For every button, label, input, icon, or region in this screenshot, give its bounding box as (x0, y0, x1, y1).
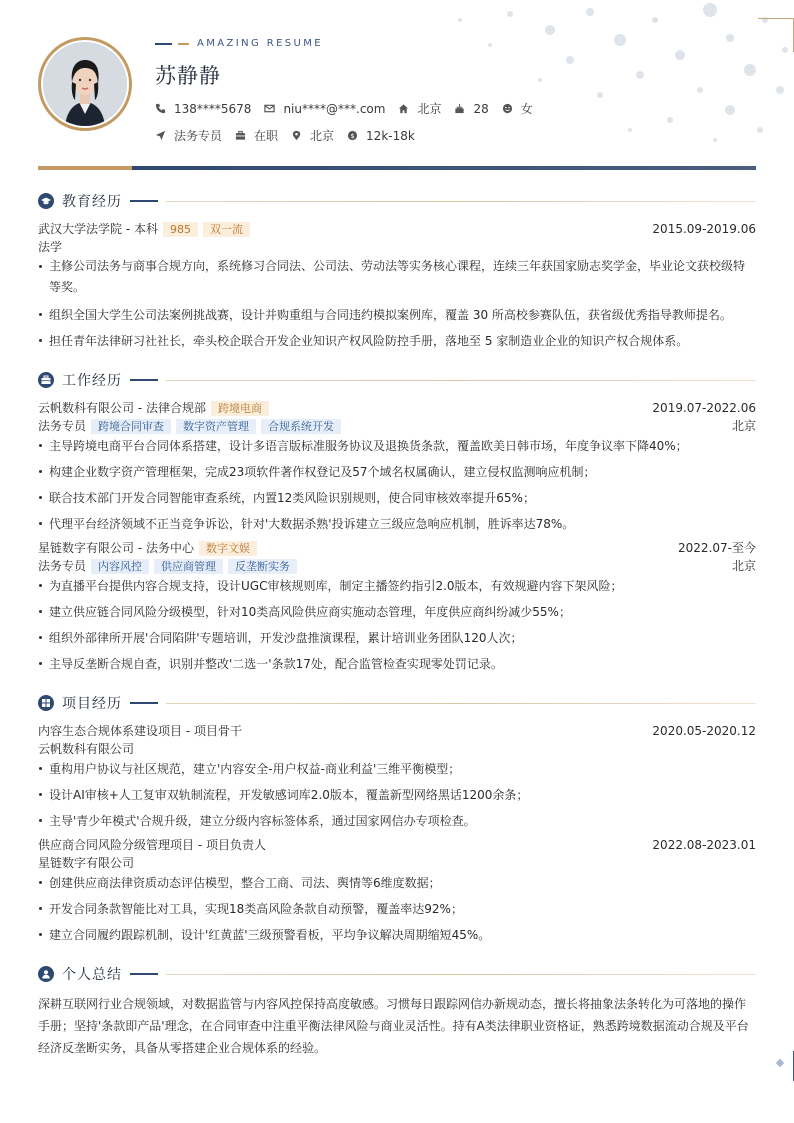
job-bullet: 主导反垄断合规自查，识别并整改'二选一'条款17处，配合监管检查实现零处罚记录。 (38, 653, 756, 675)
contact-info-row (155, 100, 546, 117)
age-item (454, 102, 488, 116)
header-divider (38, 166, 756, 170)
job-date: 2022.07-至今 (678, 541, 756, 555)
heading-line (166, 380, 756, 381)
mail-icon (264, 103, 275, 114)
briefcase-icon (38, 372, 54, 388)
heading-line (130, 200, 158, 202)
heading-line (130, 973, 158, 975)
phone-icon (155, 103, 166, 114)
job-bullet: 构建企业数字资产管理框架，完成23项软件著作权登记及57个域名权属确认，建立侵权监测响应机制； (38, 461, 756, 483)
cake-icon (454, 103, 465, 114)
tagline-line (155, 43, 172, 45)
skill-tag: 供应商管理 (154, 559, 223, 574)
project-bullet: 创建供应商法律资质动态评估模型，整合工商、司法、舆情等6维度数据； (38, 872, 756, 894)
job-bullet: 组织外部律所开展'合同陷阱'专题培训，开发沙盘推演课程，累计培训业务团队120人次； (38, 627, 756, 649)
section-heading: 教育经历 (62, 194, 122, 210)
job-entry-header (38, 540, 756, 556)
major-row (38, 239, 756, 255)
divider-main (132, 166, 756, 170)
corner-decoration (772, 1051, 794, 1081)
section-heading: 个人总结 (62, 967, 122, 983)
tagline (155, 38, 323, 49)
tagline-text: AMAZING RESUME (197, 38, 323, 49)
major-text: 法学 (38, 240, 63, 254)
location-icon (291, 130, 302, 141)
position-item (155, 127, 222, 144)
project-bullet: 重构用户协议与社区规范，建立'内容安全-用户权益-商业利益'三维平衡模型； (38, 758, 756, 780)
briefcase-icon (235, 130, 246, 141)
projects-section-title (38, 693, 756, 713)
user-icon (38, 966, 54, 982)
city-item (398, 100, 441, 117)
project-name: 内容生态合规体系建设项目 - 项目骨干 (38, 724, 242, 738)
heading-line (166, 974, 756, 975)
corner-decoration (758, 18, 794, 52)
project-entry-header (38, 837, 756, 853)
project-date: 2022.08-2023.01 (652, 838, 756, 852)
gender-text: 女 (520, 102, 533, 116)
project-entry-header (38, 723, 756, 739)
candidate-name: 苏静静 (155, 64, 221, 88)
education-entry-header (38, 221, 756, 237)
company-tag: 数字文娱 (199, 541, 257, 556)
job-entry-header (38, 400, 756, 416)
send-icon (155, 130, 166, 141)
avatar-photo-icon (43, 42, 127, 126)
project-bullet: 建立合同履约跟踪机制，设计'红黄蓝'三级预警看板，平均争议解决周期缩短45%。 (38, 924, 756, 946)
job-role: 法务专员 (38, 419, 87, 433)
job-bullet: 为直播平台提供内容合规支持，设计UGC审核规则库，制定主播签约指引2.0版本，有效规避内容下架风险； (38, 575, 756, 597)
avatar-frame (38, 37, 132, 131)
status-item (235, 127, 278, 144)
skill-tag: 内容风控 (91, 559, 149, 574)
status-text: 在职 (254, 129, 279, 143)
target-city-text: 北京 (310, 129, 335, 143)
job-date: 2019.07-2022.06 (652, 401, 756, 415)
project-bullet: 主导'青少年模式'合规升级，建立分级内容标签体系，通过国家网信办专项检查。 (38, 810, 756, 832)
section-heading: 工作经历 (62, 373, 122, 389)
job-bullet: 建立供应链合同风险分级模型，针对10类高风险供应商实施动态管理，年度供应商纠纷减少55%； (38, 601, 756, 623)
project-bullet: 开发合同条款智能比对工具，实现18类高风险条款自动预警，覆盖率达92%； (38, 898, 756, 920)
job-city: 北京 (731, 419, 756, 433)
home-icon (398, 103, 409, 114)
education-date: 2015.09-2019.06 (652, 222, 756, 236)
avatar (43, 42, 127, 126)
company-name: 云帆数科有限公司 - 法律合规部 (38, 401, 206, 415)
project-bullet: 设计AI审核+人工复审双轨制流程，开发敏感词库2.0版本，覆盖新型网络黑话1200余条； (38, 784, 756, 806)
email-text: niu****@***.com (283, 101, 386, 116)
position-text: 法务专员 (174, 129, 223, 143)
heading-line (130, 379, 158, 381)
company-name: 星链数字有限公司 - 法务中心 (38, 541, 194, 555)
job-bullet: 联合技术部门开发合同智能审查系统，内置12类风险识别规则，使合同审核效率提升65%； (38, 487, 756, 509)
skill-tag: 数字资产管理 (176, 419, 256, 434)
education-section-title (38, 191, 756, 211)
skill-tag: 跨境合同审查 (91, 419, 171, 434)
section-heading: 项目经历 (62, 696, 122, 712)
email-item (264, 102, 385, 116)
phone-text: 138****5678 (174, 101, 252, 116)
education-bullet: 组织全国大学生公司法案例挑战赛，设计并购重组与合同违约模拟案例库，覆盖 30 所高校参赛队伍，获省级优秀指导教师提名。 (38, 304, 756, 326)
job-city: 北京 (731, 559, 756, 573)
target-city-item (291, 127, 334, 144)
skill-tag: 反垄断实务 (228, 559, 297, 574)
work-section-title (38, 370, 756, 390)
tagline-line (178, 43, 189, 45)
education-bullet: 主修公司法务与商事合规方向，系统修习合同法、公司法、劳动法等实务核心课程，连续三年获国家励志奖学金，毕业论文获校级特 等奖。 (38, 256, 756, 298)
heading-line (166, 703, 756, 704)
city-text: 北京 (417, 102, 442, 116)
summary-section-title (38, 964, 756, 984)
salary-text: 12k-18k (366, 128, 415, 143)
school-name: 武汉大学法学院 - 本科 (38, 222, 158, 236)
job-bullet: 代理平台经济领域不正当竞争诉讼，针对'大数据杀熟'投诉建立三级应急响应机制，胜诉率达78%。 (38, 513, 756, 535)
salary-item (347, 129, 415, 143)
job-role-row (38, 418, 756, 434)
summary-text: 深耕互联网行业合规领域，对数据监管与内容风控保持高度敏感。习惯每日跟踪网信办新规动态，擅长将抽象法条转化为可落地的操作手册；坚持'条款即产品'理念，在合同审查中注重平衡法律风险与商业灵活性。持有A类法律职业资格证，熟悉跨境数据流动合规及平台经济反垄断实务，具备从零搭建企业合规体系的经验。 (38, 997, 749, 1055)
company-tag: 跨境电商 (211, 401, 269, 416)
divider-accent (38, 166, 132, 170)
salary-icon (347, 130, 358, 141)
skill-tag: 合规系统开发 (261, 419, 341, 434)
age-text: 28 (473, 101, 489, 116)
graduation-cap-icon (38, 193, 54, 209)
grid-icon (38, 695, 54, 711)
gender-icon (502, 103, 513, 114)
gender-item (502, 100, 533, 117)
phone-item (155, 102, 251, 116)
heading-line (130, 702, 158, 704)
school-tag: 双一流 (203, 222, 250, 237)
project-org: 云帆数科有限公司 (38, 742, 135, 756)
job-bullet: 主导跨境电商平台合同体系搭建，设计多语言版标准服务协议及退换货条款，覆盖欧美日韩市场，年度争议率下降40%； (38, 435, 756, 457)
job-intent-row (155, 127, 428, 144)
svg-text:$: $ (350, 131, 355, 140)
school-tag: 985 (163, 222, 198, 237)
heading-line (166, 201, 756, 202)
project-org-row (38, 741, 756, 757)
project-name: 供应商合同风险分级管理项目 - 项目负责人 (38, 838, 266, 852)
project-org-row (38, 855, 756, 871)
job-role: 法务专员 (38, 559, 87, 573)
project-org: 星链数字有限公司 (38, 856, 135, 870)
project-date: 2020.05-2020.12 (652, 724, 756, 738)
job-role-row (38, 558, 756, 574)
education-bullet: 担任青年法律研习社社长，牵头校企联合开发企业知识产权风险防控手册，落地至 5 家制造业企业的知识产权合规体系。 (38, 330, 756, 352)
